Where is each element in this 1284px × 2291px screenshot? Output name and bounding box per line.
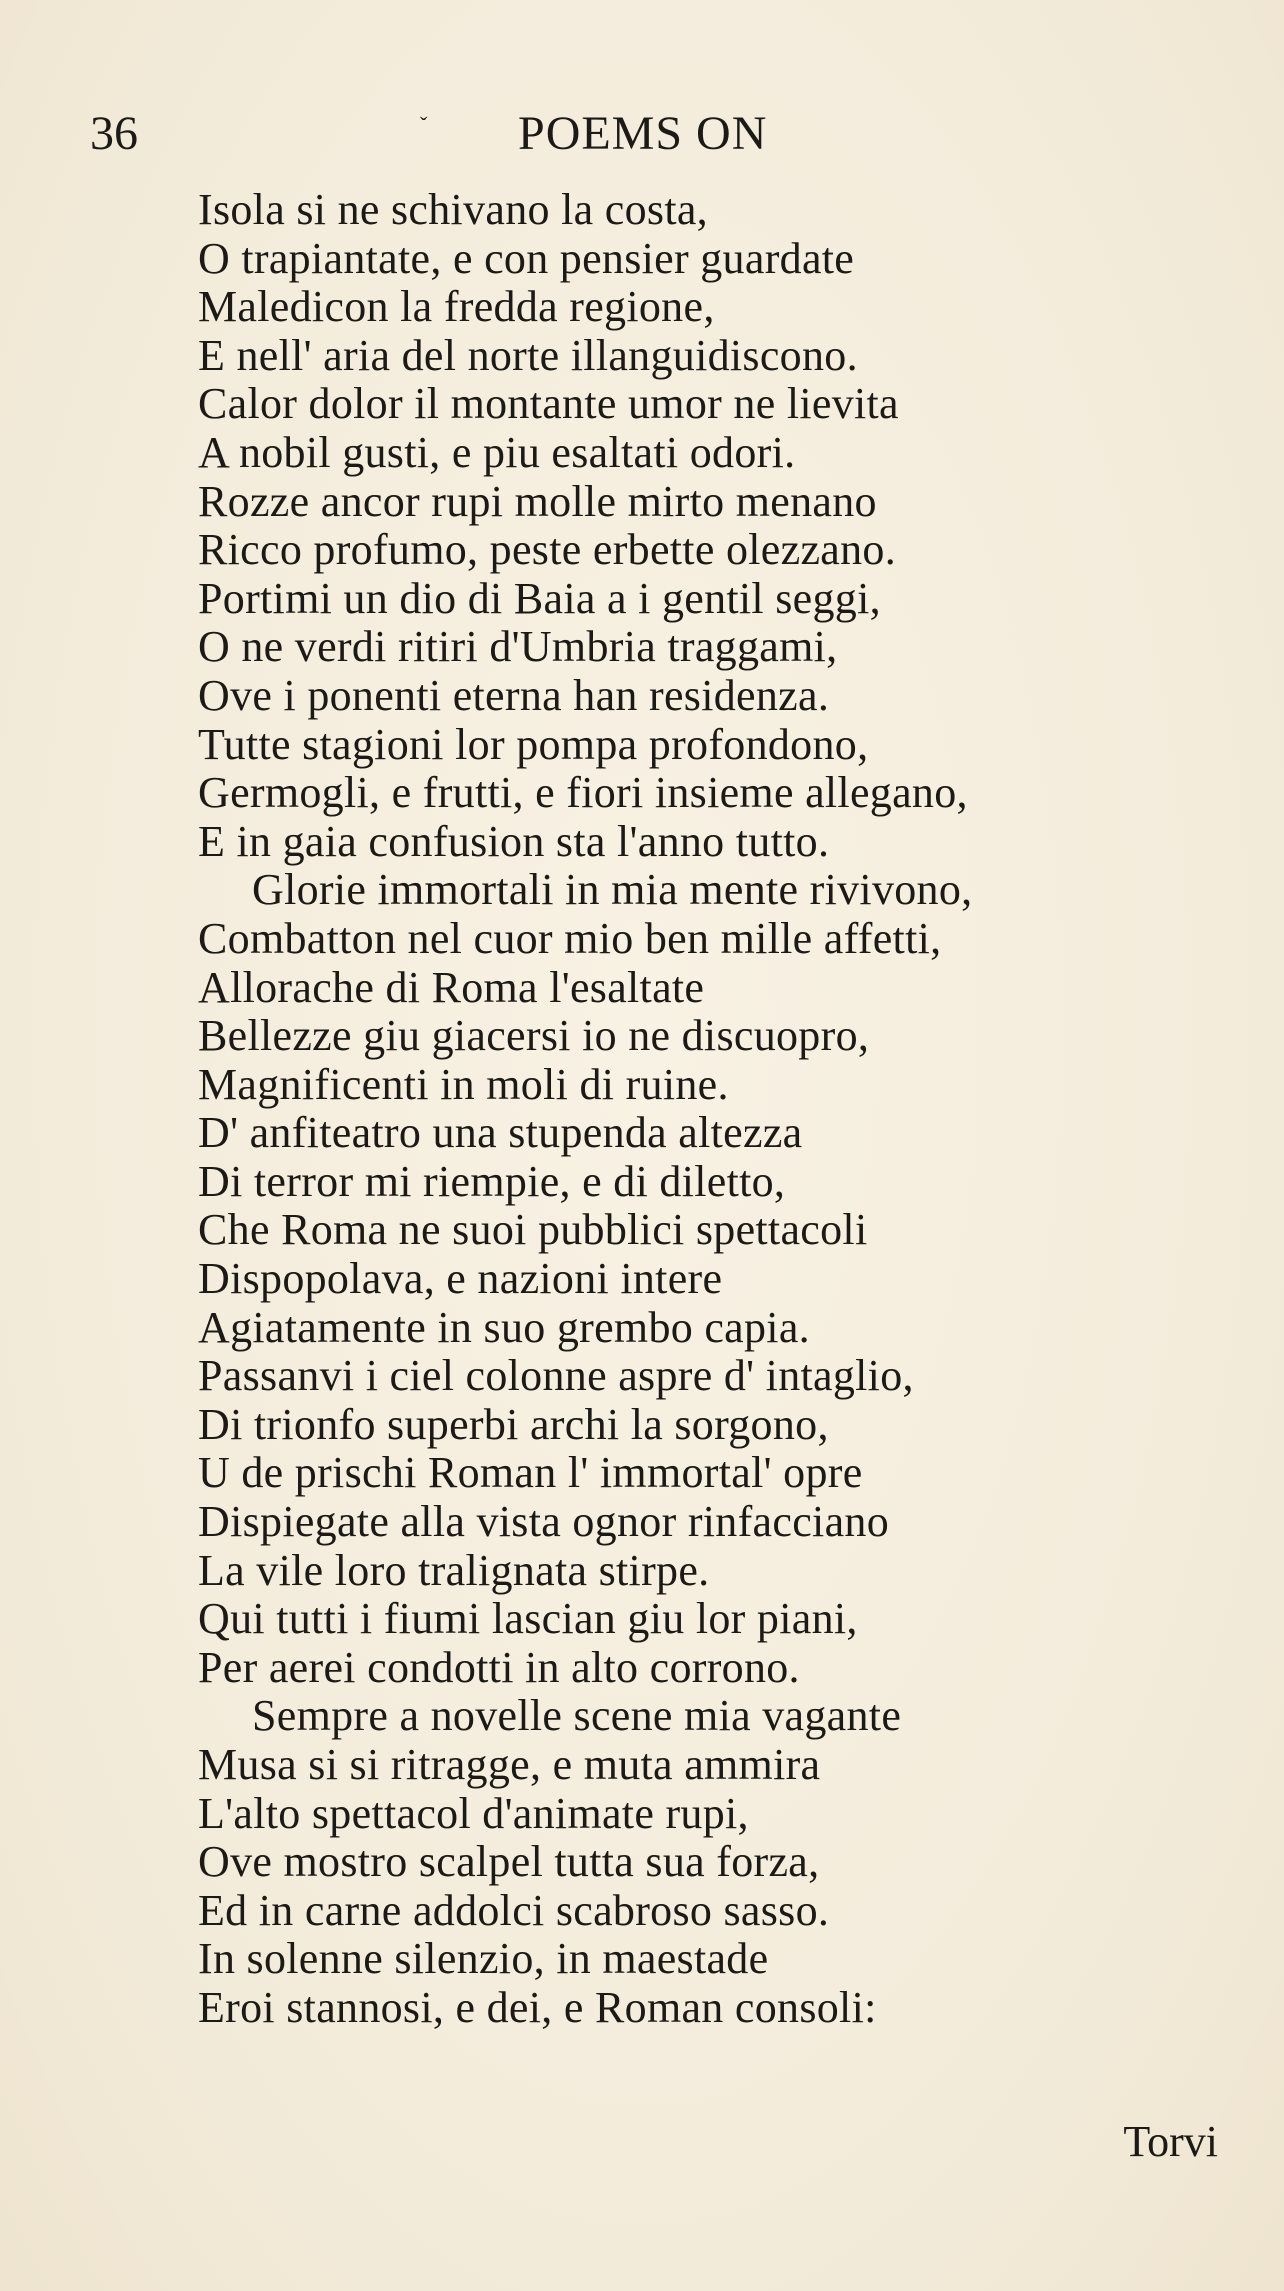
poem-line: O trapiantate, e con pensier guardate [198, 233, 855, 283]
poem-line: E nell' aria del norte illanguidiscono. [198, 330, 858, 380]
ornament-mark-icon: ˇ [420, 112, 428, 137]
poem-line: Calor dolor il montante umor ne lievita [198, 379, 899, 429]
poem-line: Dispiegate alla vista ognor rinfacciano [198, 1497, 889, 1547]
poem-line: In solenne silenzio, in maestade [198, 1934, 769, 1984]
poem-line: Musa si si ritragge, e muta ammira [198, 1740, 821, 1789]
poem-text [198, 186, 1198, 2033]
page-number: 36 [90, 107, 138, 160]
poem-line: Maledicon la fredda regione, [198, 282, 715, 332]
poem-line: Dispopolava, e nazioni intere [198, 1254, 723, 1304]
poem-line: Isola si ne schivano la costa, [198, 185, 708, 234]
poem-line: La vile loro tralignata stirpe. [198, 1545, 710, 1595]
poem-line: Portimi un dio di Baia a i gentil seggi, [198, 573, 881, 623]
running-head: POEMS ON [518, 107, 768, 160]
poem-line: D' anfiteatro una stupenda altezza [198, 1108, 803, 1158]
poem-line: E in gaia confusion sta l'anno tutto. [198, 816, 830, 866]
poem-line: Eroi stannosi, e dei, e Roman consoli: [198, 1982, 877, 2032]
poem-line: Qui tutti i fiumi lascian giu lor piani, [198, 1594, 858, 1644]
poem-line-indented: Sempre a novelle scene mia vagante [252, 1691, 902, 1741]
page-header [0, 102, 1284, 162]
poem-line: Ed in carne addolci scabroso sasso. [198, 1885, 830, 1935]
poem-line: Agiatamente in suo grembo capia. [198, 1302, 810, 1352]
poem-line: L'alto spettacol d'animate rupi, [198, 1788, 749, 1838]
poem-line: Di terror mi riempie, e di diletto, [198, 1156, 786, 1206]
poem-line: U de prischi Roman l' immortal' opre [198, 1448, 863, 1498]
poem-line: O ne verdi ritiri d'Umbria traggami, [198, 622, 838, 672]
poem-line-indented: Glorie immortali in mia mente rivivono, [252, 865, 973, 915]
poem-line: Germogli, e frutti, e fiori insieme allegano, [198, 768, 968, 818]
poem-line: Combatton nel cuor mio ben mille affetti, [198, 913, 942, 963]
poem-line: Tutte stagioni lor pompa profondono, [198, 719, 869, 769]
poem-line: Per aerei condotti in alto corrono. [198, 1642, 800, 1692]
poem-line: Bellezze giu giacersi io ne discuopro, [198, 1011, 870, 1061]
poem-line: Passanvi i ciel colonne aspre d' intaglio, [198, 1351, 914, 1401]
poem-line: Rozze ancor rupi molle mirto menano [198, 476, 877, 526]
poem-line: Ove mostro scalpel tutta sua forza, [198, 1837, 820, 1887]
poem-line: Ricco profumo, peste erbette olezzano. [198, 525, 896, 575]
poem-line: Che Roma ne suoi pubblici spettacoli [198, 1205, 868, 1255]
poem-line: A nobil gusti, e piu esaltati odori. [198, 427, 796, 477]
poem-line: Allorache di Roma l'esaltate [198, 962, 705, 1012]
poem-line: Di trionfo superbi archi la sorgono, [198, 1399, 829, 1449]
poem-line: Ove i ponenti eterna han residenza. [198, 670, 830, 720]
poem-line: Magnificenti in moli di ruine. [198, 1059, 729, 1109]
catchword: Torvi [1123, 2117, 1218, 2166]
